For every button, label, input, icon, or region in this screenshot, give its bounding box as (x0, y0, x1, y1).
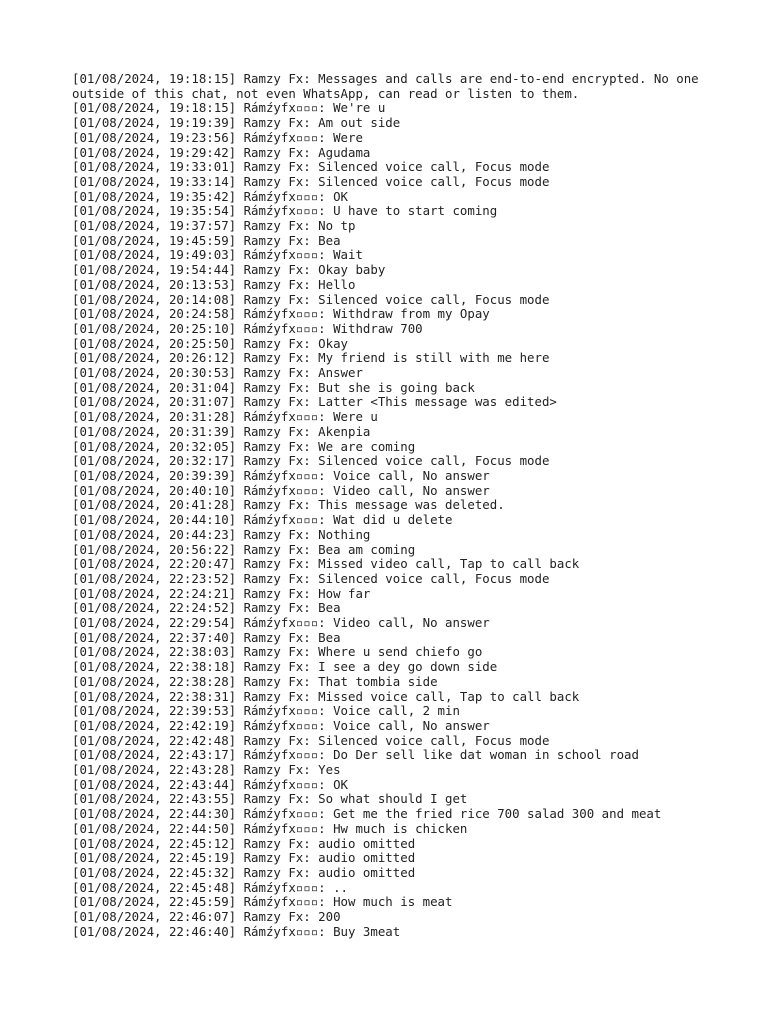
chat-line: [01/08/2024, 22:38:18] Ramzy Fx: I see a dey go down side (72, 659, 498, 675)
chat-line: [01/08/2024, 19:19:39] Ramzy Fx: Am out side (72, 115, 401, 131)
chat-line: [01/08/2024, 19:33:01] Ramzy Fx: Silenced voice call, Focus mode (72, 159, 550, 175)
chat-line: [01/08/2024, 19:29:42] Ramzy Fx: Agudama (72, 144, 371, 160)
chat-line: [01/08/2024, 22:46:07] Ramzy Fx: 200 (72, 909, 341, 925)
chat-line: [01/08/2024, 22:45:59] Rámźyfx▫▫▫: How much is meat (72, 894, 453, 910)
chat-line: [01/08/2024, 20:56:22] Ramzy Fx: Bea am coming (72, 541, 416, 557)
chat-line: [01/08/2024, 22:38:28] Ramzy Fx: That tombia side (72, 673, 438, 689)
chat-line: [01/08/2024, 20:44:23] Ramzy Fx: Nothing (72, 526, 371, 542)
chat-line: [01/08/2024, 19:49:03] Rámźyfx▫▫▫: Wait (72, 247, 363, 263)
chat-line: [01/08/2024, 22:43:28] Ramzy Fx: Yes (72, 762, 341, 778)
chat-line: [01/08/2024, 20:24:58] Rámźyfx▫▫▫: Withdraw from my Opay (72, 306, 490, 322)
chat-line: [01/08/2024, 20:25:50] Ramzy Fx: Okay (72, 335, 349, 351)
chat-line: [01/08/2024, 22:39:53] Rámźyfx▫▫▫: Voice call, 2 min (72, 703, 460, 719)
chat-line: [01/08/2024, 19:23:56] Rámźyfx▫▫▫: Were (72, 129, 363, 145)
chat-transcript (72, 72, 712, 939)
chat-line: [01/08/2024, 20:44:10] Rámźyfx▫▫▫: Wat did u delete (72, 512, 453, 528)
chat-line: [01/08/2024, 20:41:28] Ramzy Fx: This message was deleted. (72, 497, 505, 513)
chat-line: [01/08/2024, 20:32:17] Ramzy Fx: Silenced voice call, Focus mode (72, 453, 550, 469)
chat-line: [01/08/2024, 19:35:42] Rámźyfx▫▫▫: OK (72, 188, 349, 204)
chat-line: [01/08/2024, 22:37:40] Ramzy Fx: Bea (72, 629, 341, 645)
chat-line: [01/08/2024, 19:37:57] Ramzy Fx: No tp (72, 218, 356, 234)
chat-line: [01/08/2024, 22:24:52] Ramzy Fx: Bea (72, 600, 341, 616)
chat-line: [01/08/2024, 22:46:40] Rámźyfx▫▫▫: Buy 3meat (72, 923, 401, 939)
chat-line: [01/08/2024, 19:33:14] Ramzy Fx: Silenced voice call, Focus mode (72, 173, 550, 189)
chat-line: [01/08/2024, 22:43:44] Rámźyfx▫▫▫: OK (72, 776, 349, 792)
chat-line: [01/08/2024, 22:45:32] Ramzy Fx: audio omitted (72, 864, 416, 880)
chat-line: [01/08/2024, 20:14:08] Ramzy Fx: Silenced voice call, Focus mode (72, 291, 550, 307)
chat-line: [01/08/2024, 22:23:52] Ramzy Fx: Silenced voice call, Focus mode (72, 570, 550, 586)
chat-line: [01/08/2024, 20:31:07] Ramzy Fx: Latter <This message was edited> (72, 394, 557, 410)
chat-line: [01/08/2024, 22:42:48] Ramzy Fx: Silenced voice call, Focus mode (72, 732, 550, 748)
chat-line: [01/08/2024, 22:45:19] Ramzy Fx: audio omitted (72, 850, 416, 866)
chat-line: [01/08/2024, 20:31:39] Ramzy Fx: Akenpia (72, 423, 371, 439)
chat-line: [01/08/2024, 20:13:53] Ramzy Fx: Hello (72, 276, 356, 292)
chat-line: [01/08/2024, 22:45:12] Ramzy Fx: audio omitted (72, 835, 416, 851)
chat-line: [01/08/2024, 19:18:15] Rámźyfx▫▫▫: We're u (72, 100, 386, 116)
chat-line: [01/08/2024, 20:40:10] Rámźyfx▫▫▫: Video call, No answer (72, 482, 490, 498)
chat-line: [01/08/2024, 22:38:31] Ramzy Fx: Missed voice call, Tap to call back (72, 688, 580, 704)
chat-line: [01/08/2024, 22:44:30] Rámźyfx▫▫▫: Get me the fried rice 700 salad 300 and meat (72, 806, 662, 822)
chat-line: [01/08/2024, 20:31:28] Rámźyfx▫▫▫: Were u (72, 409, 378, 425)
chat-line: [01/08/2024, 22:43:55] Ramzy Fx: So what should I get (72, 791, 468, 807)
chat-line: [01/08/2024, 20:32:05] Ramzy Fx: We are coming (72, 438, 416, 454)
chat-line: [01/08/2024, 19:18:15] Ramzy Fx: Messages and calls are end-to-end encrypted. No one outside of this chat, not even WhatsApp, can read or listen to them. (72, 71, 707, 101)
chat-line: [01/08/2024, 22:24:21] Ramzy Fx: How far (72, 585, 371, 601)
chat-line: [01/08/2024, 20:25:10] Rámźyfx▫▫▫: Withdraw 700 (72, 320, 423, 336)
chat-line: [01/08/2024, 22:42:19] Rámźyfx▫▫▫: Voice call, No answer (72, 717, 490, 733)
chat-line: [01/08/2024, 22:29:54] Rámźyfx▫▫▫: Video call, No answer (72, 615, 490, 631)
chat-line: [01/08/2024, 22:44:50] Rámźyfx▫▫▫: Hw much is chicken (72, 820, 468, 836)
chat-line: [01/08/2024, 22:43:17] Rámźyfx▫▫▫: Do Der sell like dat woman in school road (72, 747, 639, 763)
chat-line: [01/08/2024, 19:35:54] Rámźyfx▫▫▫: U have to start coming (72, 203, 498, 219)
chat-line: [01/08/2024, 20:30:53] Ramzy Fx: Answer (72, 365, 363, 381)
chat-line: [01/08/2024, 20:31:04] Ramzy Fx: But she is going back (72, 379, 475, 395)
chat-line: [01/08/2024, 20:26:12] Ramzy Fx: My friend is still with me here (72, 350, 550, 366)
chat-line: [01/08/2024, 22:38:03] Ramzy Fx: Where u send chiefo go (72, 644, 483, 660)
chat-line: [01/08/2024, 20:39:39] Rámźyfx▫▫▫: Voice call, No answer (72, 467, 490, 483)
chat-line: [01/08/2024, 19:54:44] Ramzy Fx: Okay baby (72, 262, 386, 278)
chat-line: [01/08/2024, 22:20:47] Ramzy Fx: Missed video call, Tap to call back (72, 556, 580, 572)
chat-line: [01/08/2024, 19:45:59] Ramzy Fx: Bea (72, 232, 341, 248)
chat-line: [01/08/2024, 22:45:48] Rámźyfx▫▫▫: .. (72, 879, 349, 895)
